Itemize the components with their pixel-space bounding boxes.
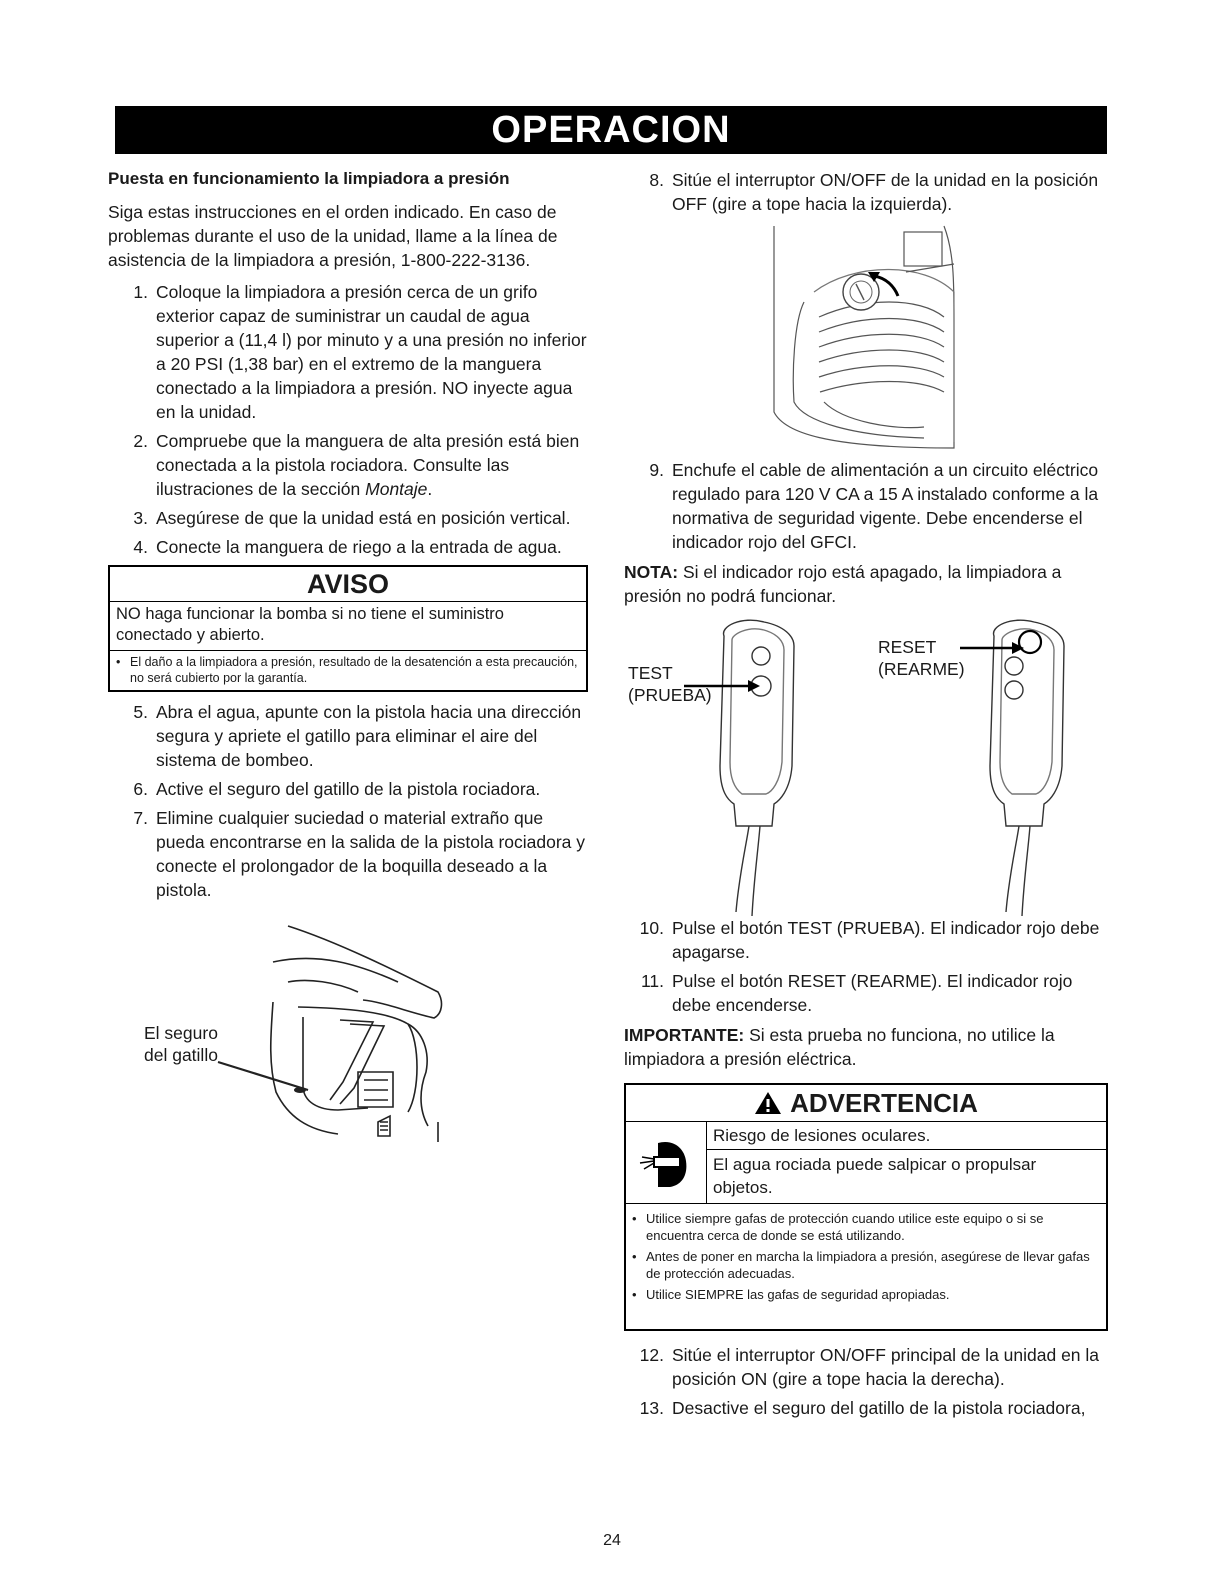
warning-message: Riesgo de lesiones oculares. xyxy=(707,1124,1106,1150)
step-text: Abra el agua, apunte con la pistola hacia una dirección segura y apriete el gatillo para eliminar el aire del sistema de bombeo. xyxy=(156,702,582,770)
step-3 xyxy=(108,506,588,530)
warning-note-text: Utilice siempre gafas de protección cuando utilice este equipo o si se encuentra cerca de donde se está utilizando. xyxy=(646,1211,1044,1243)
bullet-icon: • xyxy=(632,1211,637,1226)
warning-note xyxy=(632,1248,1100,1282)
step-8 xyxy=(624,168,1108,216)
step-text: Elimine cualquier suciedad o material extraño que pueda encontrarse en la salida de la pistola rociadora y conecte el prolongador de la boquilla deseado a la pistola. xyxy=(156,808,586,900)
step-12 xyxy=(624,1343,1108,1391)
step-text xyxy=(156,429,588,501)
step-7 xyxy=(108,806,588,902)
step-number: 4. xyxy=(133,537,148,557)
warning-title xyxy=(626,1085,1106,1122)
figure-label: del gatillo xyxy=(144,1045,218,1065)
notice-text: NO haga funcionar la bomba si no tiene el suministro conectado y abierto. xyxy=(110,601,586,650)
bullet-icon: • xyxy=(632,1249,637,1264)
page-title: OPERACION xyxy=(115,106,1107,154)
spray-gun-illustration xyxy=(108,912,588,1142)
step-text: Coloque la limpiadora a presión cerca de un grifo exterior capaz de suministrar un caudal de agua superior a (11,4 l) por minuto y a una presión no inferior a 20 PSI (1,38 bar) en el extremo de la manguera conectado a la limpiadora a presión. NO inyecte agua en la unidad. xyxy=(156,282,587,422)
step-number: 13. xyxy=(639,1398,664,1418)
gfci-plug-illustration xyxy=(624,616,1108,916)
gfci-figure xyxy=(624,616,1108,916)
test-label: TEST xyxy=(628,663,673,683)
right-column xyxy=(624,168,1108,1425)
warning-messages xyxy=(707,1122,1106,1203)
notice-note xyxy=(110,650,586,690)
step-text-part: . xyxy=(427,479,433,499)
step-number: 5. xyxy=(133,702,148,722)
bullet-icon: • xyxy=(632,1287,637,1302)
important-text: Si esta prueba no funciona, no utilice la limpiadora a presión eléctrica. xyxy=(624,1025,1055,1069)
warning-message: El agua rociada puede salpicar o propulsar objetos. xyxy=(713,1155,1037,1197)
step-number: 2. xyxy=(133,431,148,451)
step-4 xyxy=(108,535,588,559)
warning-note xyxy=(632,1286,1100,1303)
step-text: Asegúrese de que la unidad está en posición vertical. xyxy=(156,508,571,528)
notice-box xyxy=(108,565,588,692)
warning-hazard-row xyxy=(626,1122,1106,1204)
step-text: Conecte la manguera de riego a la entrada de agua. xyxy=(156,537,562,557)
step-11 xyxy=(624,969,1108,1017)
step-text: Pulse el botón RESET (REARME). El indicador rojo debe encenderse. xyxy=(672,971,1073,1015)
step-9 xyxy=(624,458,1108,554)
left-column xyxy=(108,168,588,1142)
warning-title-text: ADVERTENCIA xyxy=(790,1088,978,1118)
step-number: 6. xyxy=(133,779,148,799)
eye-protection-icon xyxy=(626,1122,707,1203)
step-number: 3. xyxy=(133,508,148,528)
step-5 xyxy=(108,700,588,772)
section-reference: Montaje xyxy=(365,479,428,499)
step-text: Desactive el seguro del gatillo de la pistola rociadora, xyxy=(672,1398,1086,1418)
warning-note-text: Antes de poner en marcha la limpiadora a presión, asegúrese de llevar gafas de protección adecuadas. xyxy=(646,1249,1090,1281)
reset-label-es: (REARME) xyxy=(878,659,965,679)
note-label: NOTA: xyxy=(624,562,679,582)
step-number: 7. xyxy=(133,808,148,828)
step-2 xyxy=(108,429,588,501)
step-text: Pulse el botón TEST (PRUEBA). El indicador rojo debe apagarse. xyxy=(672,918,1100,962)
section-heading: Puesta en funcionamiento la limpiadora a presión xyxy=(108,169,510,188)
step-text: Sitúe el interruptor ON/OFF principal de la unidad en la posición ON (gire a tope hacia la derecha). xyxy=(672,1345,1100,1389)
intro-paragraph: Siga estas instrucciones en el orden indicado. En caso de problemas durante el uso de la unidad, llame a la línea de asistencia de la limpiadora a presión, 1-800-222-3136. xyxy=(108,202,558,270)
face-shield-icon xyxy=(636,1133,696,1193)
step-number: 10. xyxy=(639,918,664,938)
important-label: IMPORTANTE: xyxy=(624,1025,745,1045)
step-number: 8. xyxy=(649,170,664,190)
switch-figure xyxy=(624,222,1108,452)
step-text: Enchufe el cable de alimentación a un circuito eléctrico regulado para 120 V CA a 15 A instalado conforme a la normativa de seguridad vigente. Debe encenderse el indicador rojo del GFCI. xyxy=(672,460,1099,552)
warning-triangle-icon xyxy=(754,1091,782,1115)
figure-label: El seguro xyxy=(144,1023,218,1043)
page-number: 24 xyxy=(603,1532,621,1549)
warning-note-text: Utilice SIEMPRE las gafas de seguridad apropiadas. xyxy=(646,1287,950,1302)
on-off-switch-illustration xyxy=(624,222,1108,452)
step-1 xyxy=(108,280,588,424)
step-10 xyxy=(624,916,1108,964)
note-text: Si el indicador rojo está apagado, la limpiadora a presión no podrá funcionar. xyxy=(624,562,1062,606)
reset-label: RESET xyxy=(878,637,937,657)
test-label-es: (PRUEBA) xyxy=(628,685,712,705)
important-paragraph xyxy=(624,1023,1108,1071)
notice-title: AVISO xyxy=(306,569,389,599)
warning-box xyxy=(624,1083,1108,1331)
step-number: 11. xyxy=(640,971,664,991)
step-text: Active el seguro del gatillo de la pistola rociadora. xyxy=(156,779,541,799)
step-number: 9. xyxy=(649,460,664,480)
warning-notes xyxy=(626,1204,1106,1329)
trigger-lock-figure xyxy=(108,912,588,1142)
bullet-icon: • xyxy=(116,655,121,669)
step-6 xyxy=(108,777,588,801)
note-paragraph xyxy=(624,560,1108,608)
notice-note-text: El daño a la limpiadora a presión, resultado de la desatención a esta precaución, no será cubierto por la garantía. xyxy=(130,655,578,685)
step-text: Sitúe el interruptor ON/OFF de la unidad en la posición OFF (gire a tope hacia la izquierda). xyxy=(672,170,1099,214)
step-number: 12. xyxy=(639,1345,664,1365)
step-text-part: Compruebe que la manguera de alta presión está bien conectada a la pistola rociadora. Consulte las ilustraciones de la sección xyxy=(156,431,580,499)
step-number: 1. xyxy=(133,282,148,302)
warning-note xyxy=(632,1210,1100,1244)
step-13 xyxy=(624,1396,1108,1420)
